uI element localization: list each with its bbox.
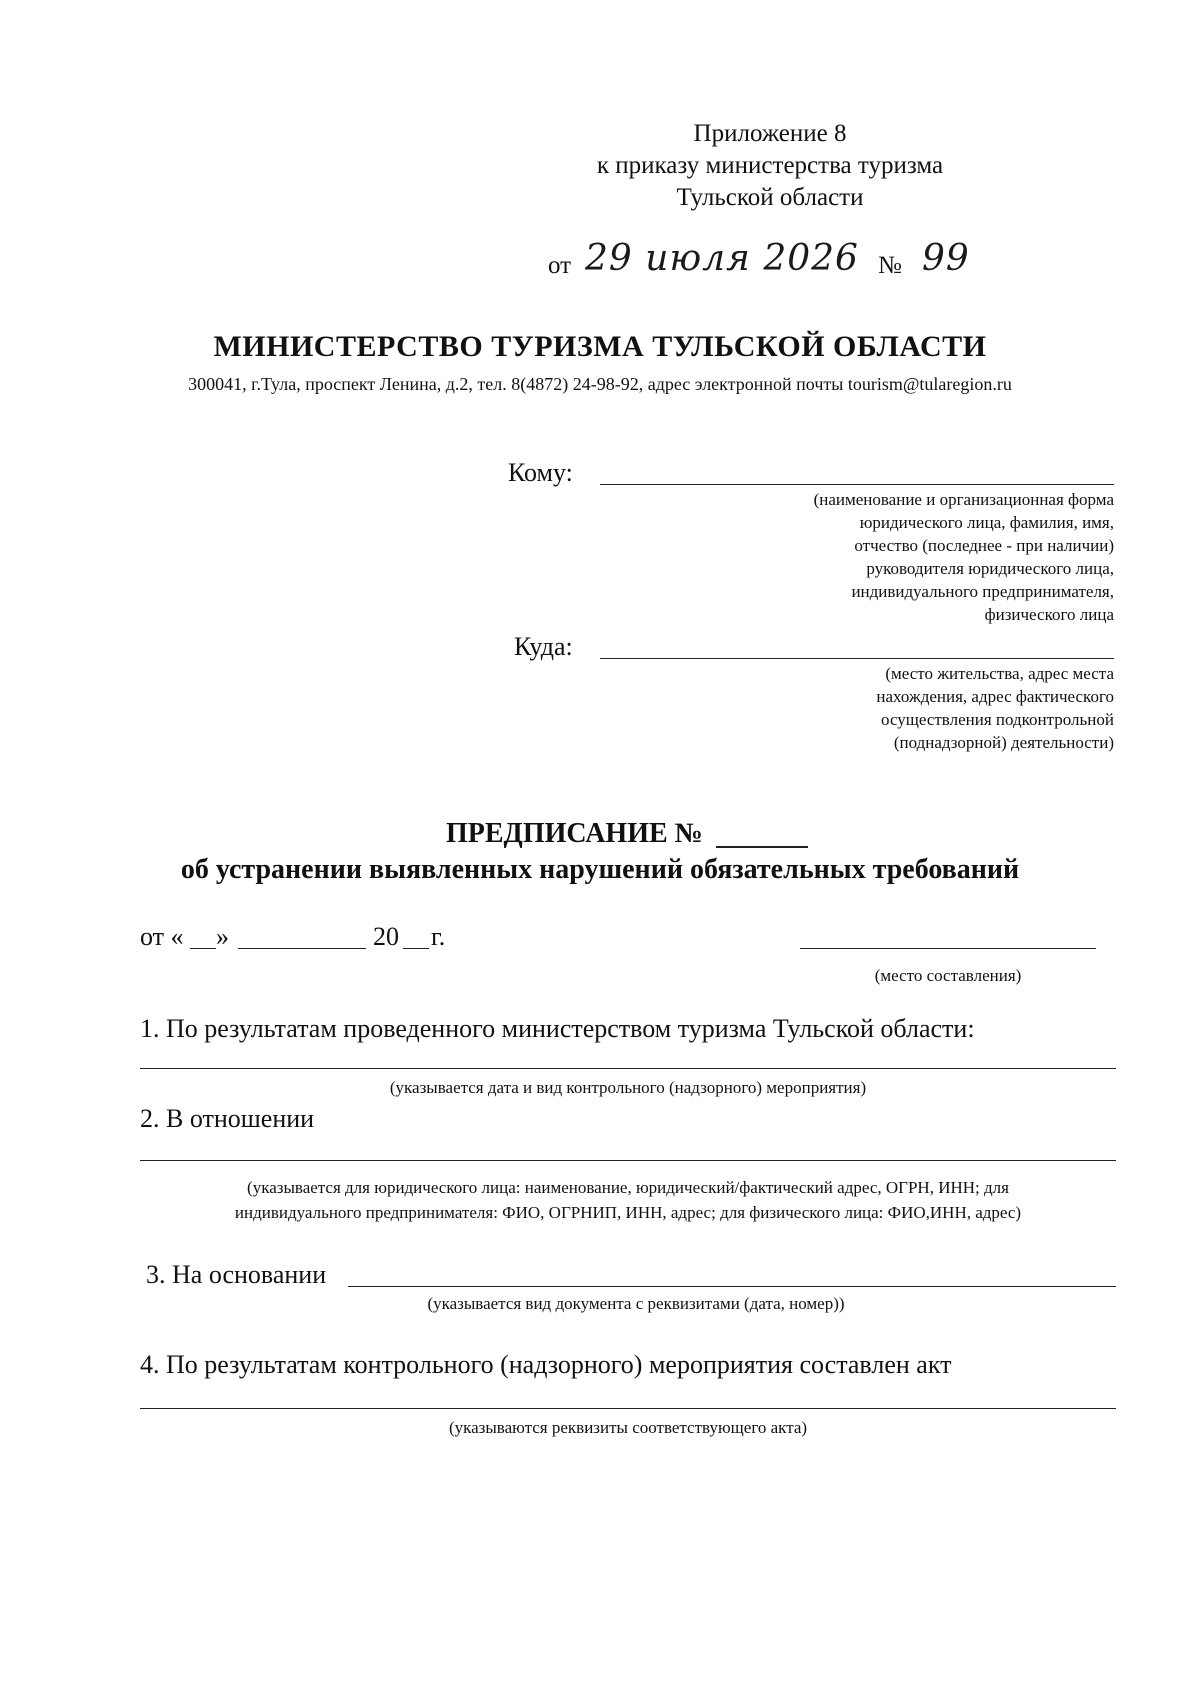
date-month-line	[238, 948, 366, 949]
to-note-line: отчество (последнее - при наличии)	[854, 536, 1114, 555]
item-4-text: 4. По результатам контрольного (надзорного) мероприятия составлен акт	[140, 1350, 952, 1379]
item-4-note: (указываются реквизиты соответствующего акта)	[448, 1418, 808, 1437]
where-note-line: осуществления подконтрольной	[881, 710, 1114, 729]
annex-number-handwritten: 99	[922, 238, 970, 279]
to-note-line: индивидуального предпринимателя,	[851, 582, 1114, 601]
where-note	[700, 662, 1114, 754]
date-from-label: от «	[140, 922, 184, 951]
item-3-field-line	[348, 1286, 1116, 1287]
to-label: Кому:	[508, 458, 573, 487]
to-field-line	[600, 484, 1114, 485]
annex-line-3: Тульской области	[676, 184, 864, 211]
item-2-text: 2. В отношении	[140, 1104, 315, 1133]
annex-date-handwritten: 29 июля 2026	[585, 238, 859, 279]
where-note-line: нахождения, адрес фактического	[876, 687, 1114, 706]
item-1-field-line	[140, 1068, 1116, 1069]
to-note-line: руководителя юридического лица,	[866, 559, 1114, 578]
ministry-title: МИНИСТЕРСТВО ТУРИЗМА ТУЛЬСКОЙ ОБЛАСТИ	[213, 330, 987, 363]
prescription-title: ПРЕДПИСАНИЕ №	[446, 818, 703, 849]
item-4-field-line	[140, 1408, 1116, 1409]
to-note-line: (наименование и организационная форма	[813, 490, 1114, 509]
item-1-text: 1. По результатам проведенного министерством туризма Тульской области:	[140, 1014, 975, 1043]
to-note	[700, 488, 1114, 626]
prescription-number-line	[716, 846, 808, 848]
date-year-suffix: г.	[431, 922, 446, 951]
annex-line-2: к приказу министерства туризма	[596, 152, 944, 179]
place-field-line	[800, 948, 1096, 949]
date-day-line	[190, 948, 216, 949]
date-year-line	[403, 948, 429, 949]
item-3-text: 3. На основании	[146, 1260, 327, 1289]
item-3-note: (указывается вид документа с реквизитами (дата, номер))	[427, 1294, 845, 1313]
place-note: (место составления)	[874, 966, 1022, 985]
ministry-address: 300041, г.Тула, проспект Ленина, д.2, тел. 8(4872) 24-98-92, адрес электронной почты tourism@tularegion.ru	[188, 374, 1012, 394]
item-2-note-1: (указывается для юридического лица: наименование, юридический/фактический адрес, ОГРН, ИНН; для	[247, 1178, 1009, 1197]
to-note-line: физического лица	[984, 605, 1114, 624]
to-note-line: юридического лица, фамилия, имя,	[859, 513, 1114, 532]
where-field-line	[600, 658, 1114, 659]
where-note-line: (место жительства, адрес места	[885, 664, 1114, 683]
annex-number-label: №	[878, 252, 902, 279]
item-2-field-line	[140, 1160, 1116, 1161]
where-note-line: (поднадзорной) деятельности)	[893, 733, 1114, 752]
date-year-prefix: 20	[373, 922, 399, 951]
date-close-quote: »	[216, 922, 229, 951]
annex-line-1: Приложение 8	[693, 120, 847, 147]
item-1-note: (указывается дата и вид контрольного (надзорного) мероприятия)	[389, 1078, 867, 1097]
where-label: Куда:	[514, 632, 573, 661]
annex-date-prefix: от	[548, 252, 572, 279]
item-2-note-2: индивидуального предпринимателя: ФИО, ОГРНИП, ИНН, адрес; для физического лица: ФИО,ИНН, адрес)	[234, 1203, 1022, 1222]
prescription-subtitle: об устранении выявленных нарушений обязательных требований	[180, 854, 1020, 885]
